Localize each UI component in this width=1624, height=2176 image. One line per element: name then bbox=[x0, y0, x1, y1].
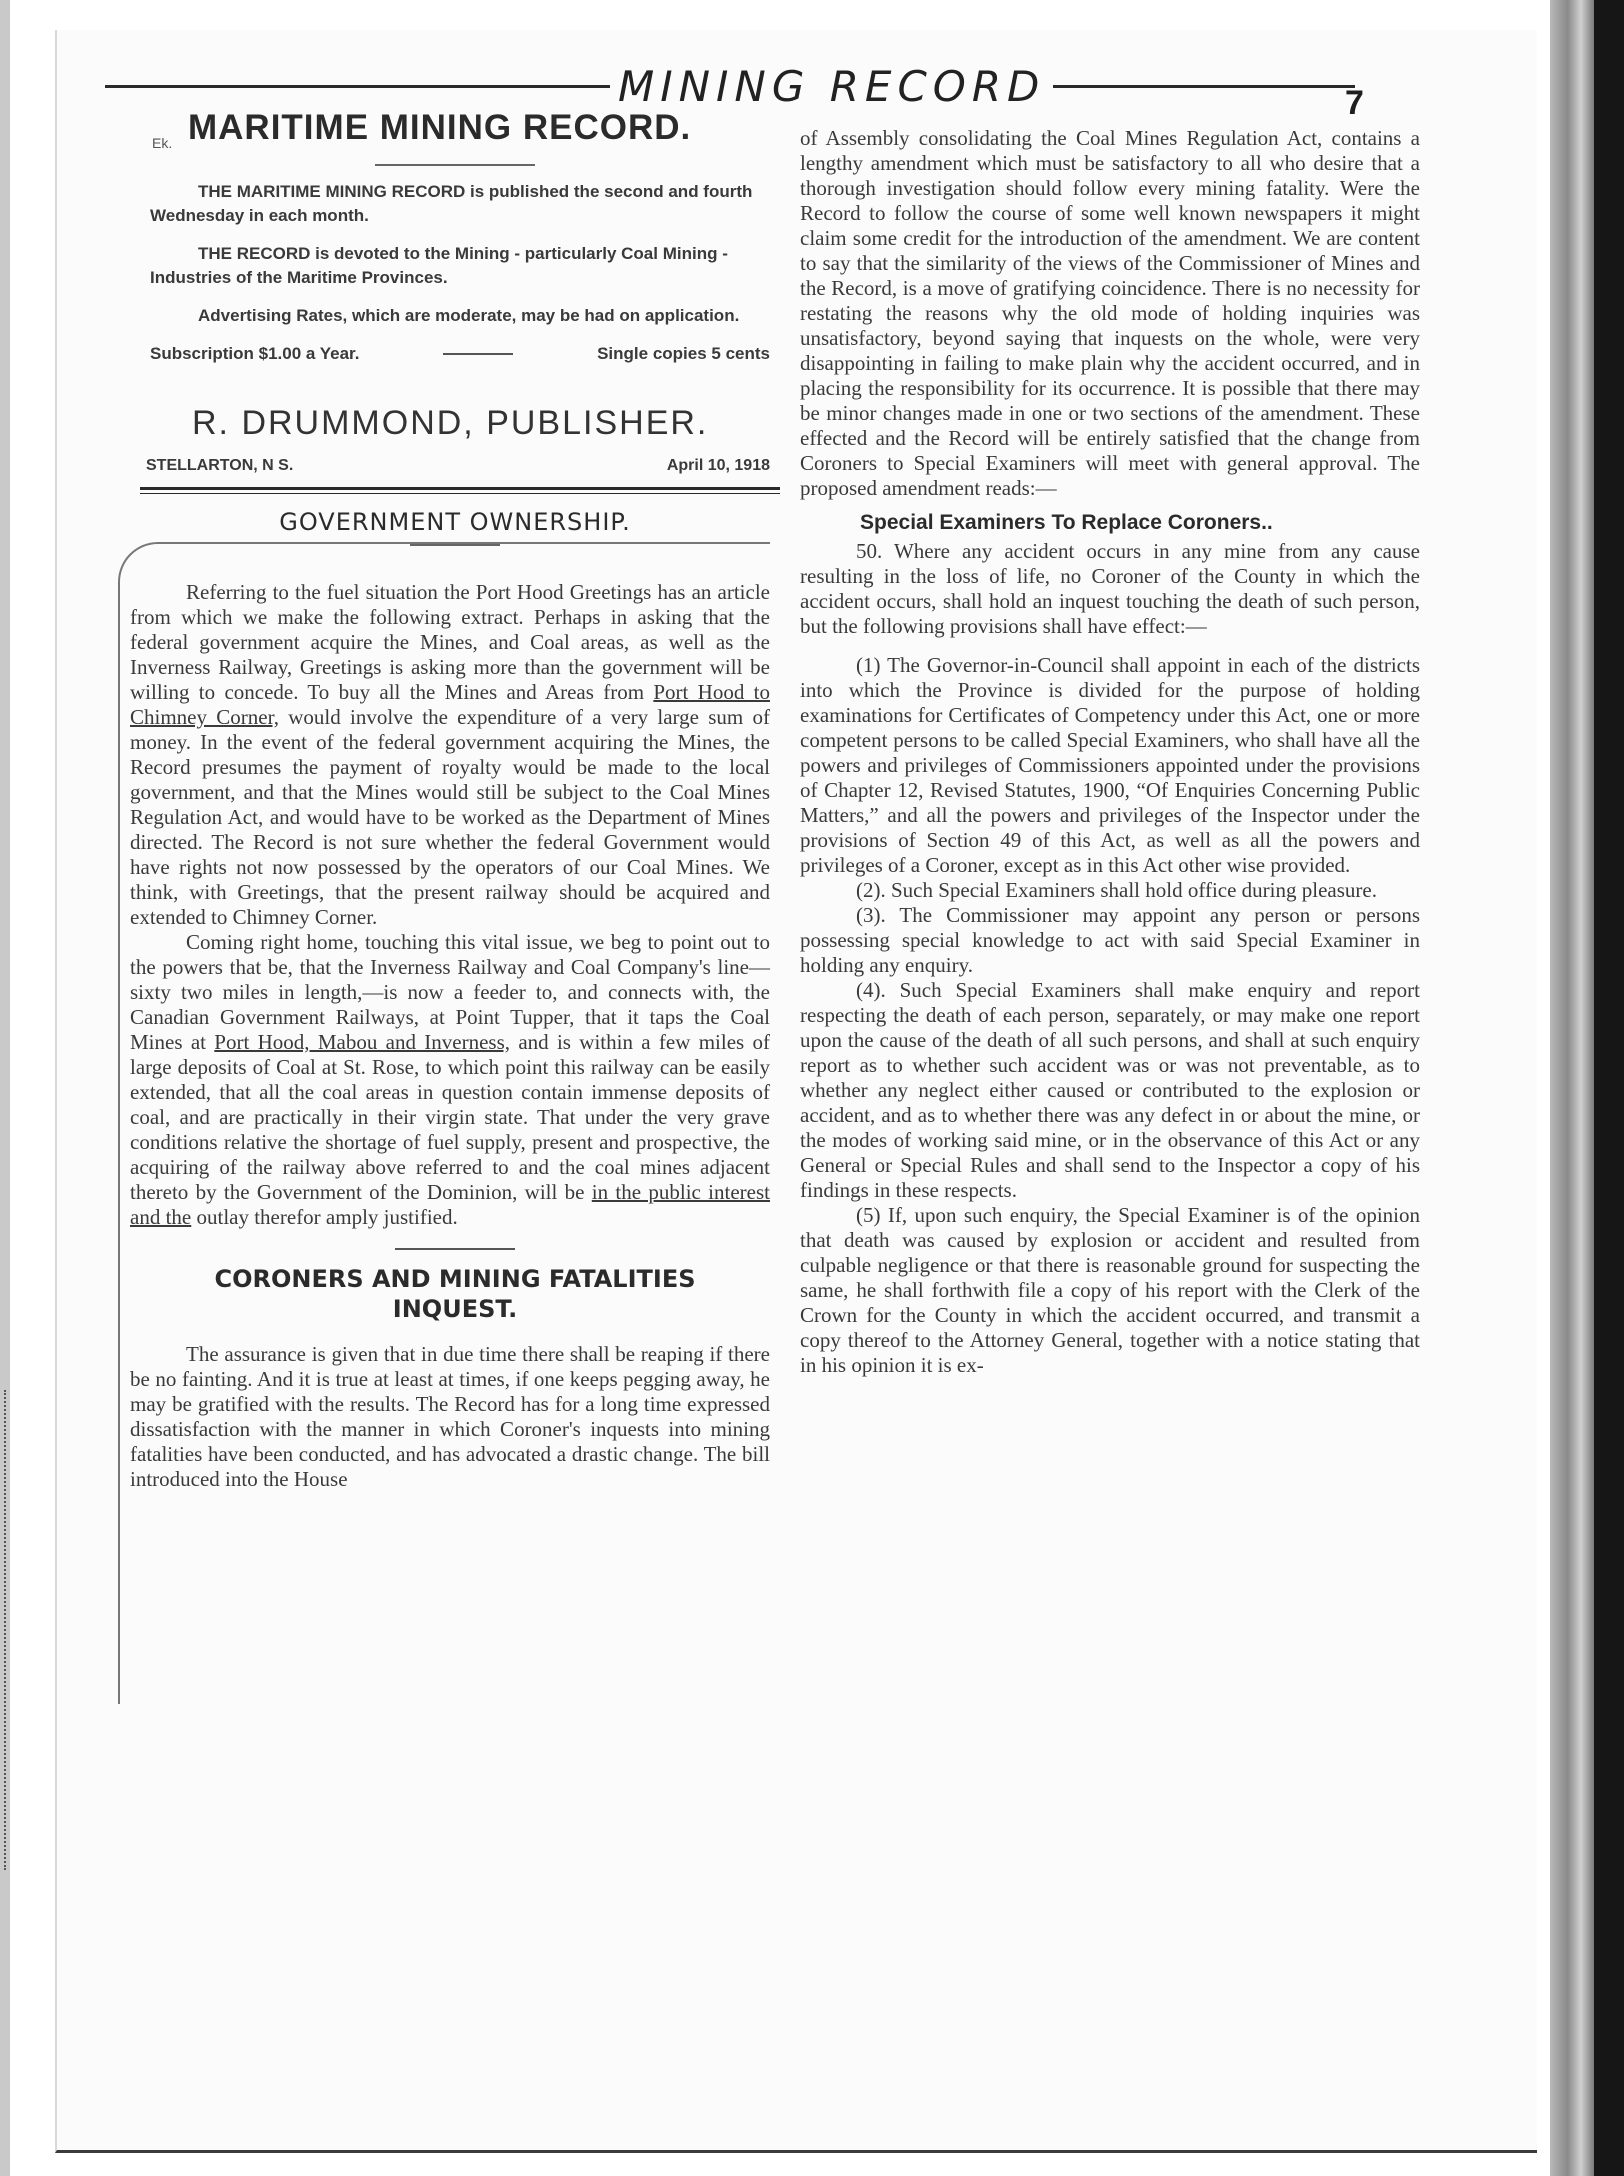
margin-mark: Ek. bbox=[152, 135, 173, 151]
article-paragraph: Referring to the fuel situation the Port Hood Greetings has an article from which we make the following extract. Perhaps in asking that the federal government acquire the Mines, and Coal areas, as well as the Inverness Railway, Greetings is asking more than the government will be willing to concede. To buy all the Mines and Areas from Port Hood to Chimney Corner, would involve the expenditure of a very large sum of money. In the event of the federal government acquiring the Mines, the Record presumes the payment of royalty would be made to the local government, and that the Mines would still be subject to the Coal Mines Regulation Act, and would have to be worked as the Department of Mines directed. The Record is not sure whether the federal Government would have rights not now possessed by the operators of our Coal Mines. We think, with Greetings, that the present railway should be acquired and extended to Chimney Corner. bbox=[130, 580, 770, 929]
article-paragraph: Coming right home, touching this vital issue, we beg to point out to the powers that be, that the Inverness Railway and Coal Company's line—sixty two miles in length,—is now a feeder to, and connects with, the Canadian Government Railways, at Point Tupper, that it taps the Coal Mines at Port Hood, Mabou and Inverness, and is within a few miles of large deposits of Coal at St. Rose, to which point this railway can be easily extended, that all the coal areas in question contain immense deposits of coal, and are practically in their virgin state. That under the very grave conditions relative the shortage of fuel supply, present and prospective, the acquiring of the railway above referred to and the coal mines adjacent thereto by the Government of the Dominion, will be in the public interest and the outlay therefor amply justified. bbox=[130, 930, 770, 1229]
article-separator bbox=[395, 1248, 515, 1250]
underlined-phrase: Port Hood to Chimney Corner, bbox=[130, 680, 770, 729]
left-column bbox=[130, 100, 780, 1492]
section-5: (5) If, upon such enquiry, the Special Examiner is of the opinion that death was caused by explosion or accident and resulted from culpable negligence or that there is reasonable ground for suspecting the same, he shall forthwith file a copy of his report with the Clerk of the Crown for the County in which the accident occurred, and transmit a copy thereof to the Attorney General, together with a notice stating that in his opinion it is ex- bbox=[800, 1203, 1420, 1377]
article-paragraph: The assurance is given that in due time there shall be reaping if there be no fainting. And it is true at least at times, if one keeps pegging away, he may be gratified with the results. The Record has for a long time expressed dissatisfaction with the manner in which Coroner's inquests into mining fatalities have been conducted, and has advocated a drastic change. The bill introduced into the House bbox=[130, 1342, 770, 1491]
page-number: 7 bbox=[1345, 84, 1364, 122]
section-50: 50. Where any accident occurs in any mine from any cause resulting in the loss of life, no Coroner of the County in which the accident occurs, shall hold an inquest touching the death of such person, but the following provisions shall have effect:— bbox=[800, 539, 1420, 638]
article-coroners-left bbox=[130, 1342, 770, 1492]
heading-government-ownership: GOVERNMENT OWNERSHIP. bbox=[279, 508, 631, 536]
subscription-price: Subscription $1.00 a Year. bbox=[150, 344, 360, 363]
section-3: (3). The Commissioner may appoint any person or persons possessing special knowledge to act with said Special Examiner in holding any enquiry. bbox=[800, 903, 1420, 977]
heading-coroners bbox=[130, 1264, 780, 1324]
publication-focus: THE RECORD is devoted to the Mining - particularly Coal Mining - Industries of the Maritime Provinces. bbox=[150, 244, 728, 287]
underlined-phrase: Port Hood, Mabou and Inverness, bbox=[214, 1030, 511, 1054]
nameplate: MARITIME MINING RECORD. bbox=[188, 108, 692, 147]
heading-coroners-line2: INQUEST. bbox=[392, 1295, 518, 1323]
right-page-edge bbox=[1550, 0, 1594, 2176]
dash-rule bbox=[443, 353, 513, 355]
subheading-special-examiners: Special Examiners To Replace Coroners.. bbox=[860, 511, 1273, 534]
place-date-line bbox=[146, 457, 770, 475]
subscription-line bbox=[150, 344, 770, 364]
nameplate-rule bbox=[375, 164, 535, 166]
heading-rule bbox=[410, 544, 500, 546]
article-government-body bbox=[130, 580, 770, 1230]
issue-date: April 10, 1918 bbox=[666, 457, 770, 474]
advertising-info: Advertising Rates, which are moderate, may be had on application. bbox=[198, 306, 740, 325]
single-copy-price: Single copies 5 cents bbox=[597, 344, 770, 363]
masthead-double-rule bbox=[140, 487, 780, 494]
section-1: (1) The Governor-in-Council shall appoint in each of the districts into which the Province is divided for the purpose of holding examinations for Certificates of Competency under this Act, one or more competent persons to be called Special Examiners, who shall have all the powers and privileges of Commissioners appointed under the provisions of Chapter 12, Revised Statutes, 1900, “Of Enquiries Concerning Public Matters,” and all the powers and privileges of the Inspector under the provisions of Section 49 of this Act, as well as all the powers and privileges of a Coroner, except as in this Act other wise provided. bbox=[800, 653, 1420, 877]
left-margin-marks bbox=[4, 1390, 12, 1870]
underlined-phrase: in the public interest and the bbox=[130, 1180, 770, 1229]
heading-coroners-line1: CORONERS AND MINING FATALITIES bbox=[214, 1265, 696, 1293]
right-column bbox=[800, 126, 1420, 1378]
publisher: R. DRUMMOND, PUBLISHER. bbox=[192, 404, 709, 442]
section-4: (4). Such Special Examiners shall make enquiry and report respecting the death of each person, separately, or may make one report upon the cause of the death of all such persons, and shall at such enquiry report as to whether such accident was or was not preventable, as to whether any neglect either caused or contributed to the explosion or accident, and as to whether there was any defect in or about the mine, or the modes of working said mine, or in the observance of this Act or any General or Special Rules and shall send to the Inspector a copy of his findings in these respects. bbox=[800, 978, 1420, 1202]
running-title: MINING RECORD bbox=[610, 62, 1053, 111]
section-2: (2). Such Special Examiners shall hold office during pleasure. bbox=[856, 878, 1377, 902]
article-continued: of Assembly consolidating the Coal Mines Regulation Act, contains a lengthy amendment which must be satisfactory to all who desire that a thorough investigation should follow every mining fatality. Were the Record to follow the course of some well known newspapers it might claim some credit for the introduction of the amendment. We are content to say that the similarity of the views of the Commissioner of Mines and the Record, is a move of gratifying coincidence. There is no necessity for restating the reasons why the old mode of holding inquiries was unsatisfactory, beyond saying that inquests on the whole, were very disappointing in failing to make plain why the accident occurred, and in placing the responsibility for its occurrence. It is possible that there may be minor changes made in one or two sections of the amendment. These effected and the Record will be entirely satisfied that the change from Coroners to Special Examiners will meet with general approval. The proposed amendment reads:— bbox=[800, 126, 1420, 500]
book-binding bbox=[1594, 0, 1624, 2176]
place: STELLARTON, N S. bbox=[146, 457, 294, 474]
publication-info: THE MARITIME MINING RECORD is published the second and fourth Wednesday in each month. bbox=[150, 182, 753, 225]
